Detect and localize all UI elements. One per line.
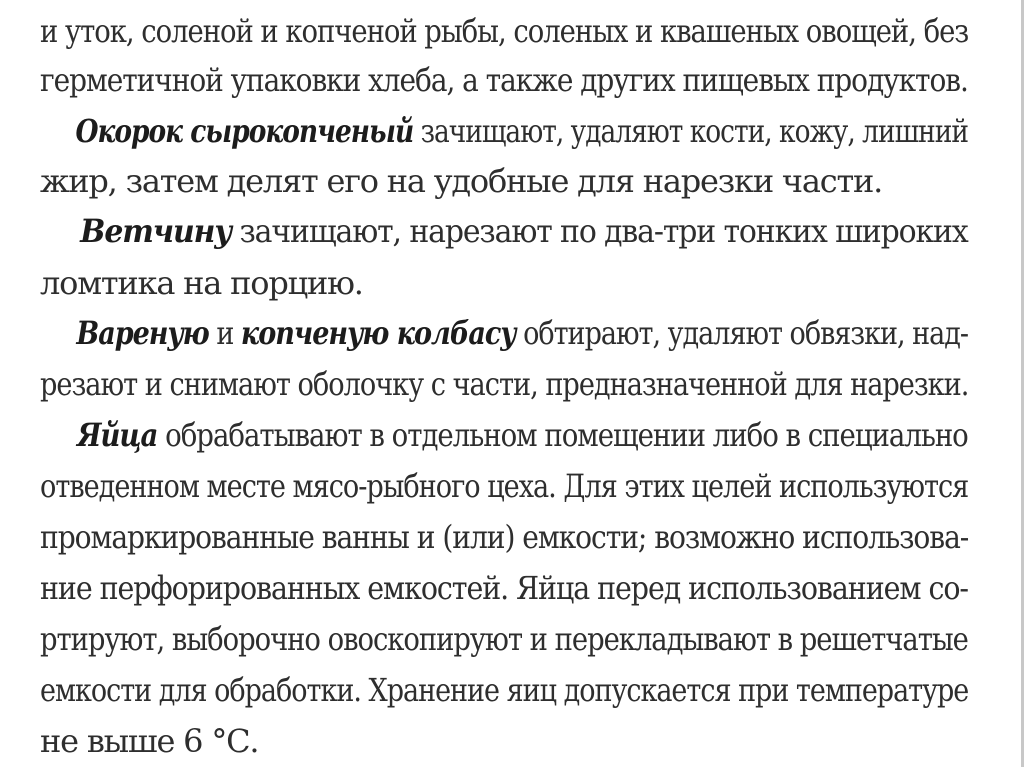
text-line [40, 459, 969, 513]
text-segment: обтирают, удаляют обвязки, над- [515, 314, 969, 352]
text-line [40, 4, 969, 58]
text-segment: ние перфорированных емкостей. Яйца перед использованием со- [40, 569, 968, 607]
text-segment: и [208, 314, 241, 352]
text-line [40, 714, 968, 768]
text-line [40, 408, 968, 462]
text-segment: не выше 6 °С. [40, 722, 259, 760]
emphasized-term: Вареную [76, 314, 209, 352]
text-line [40, 204, 968, 258]
text-segment: отведенном месте мясо-рыбного цеха. Для этих целей используются [40, 467, 969, 505]
text-line [40, 357, 969, 411]
text-line [40, 104, 969, 158]
text-line [40, 154, 968, 208]
text-segment: герметичной упаковки хлеба, а также других пищевых продуктов. [40, 61, 968, 99]
text-segment: зачищают, удаляют кости, кожу, лишний [413, 112, 969, 150]
text-segment: промаркированные ванны и (или) емкости; возможно использова- [40, 518, 969, 556]
text-segment: обрабатывают в отдельном помещении либо в специально [157, 416, 968, 454]
text-segment: зачищают, нарезают по два-три тонких широких [231, 212, 968, 250]
text-line [40, 306, 969, 360]
emphasized-term: Яйца [77, 416, 158, 454]
text-line [40, 53, 968, 107]
text-segment: жир, затем делят его на удобные для нарезки части. [40, 162, 883, 200]
emphasized-term: Ветчину [80, 212, 232, 250]
text-line [40, 612, 968, 666]
text-line [40, 663, 969, 717]
text-line [40, 510, 969, 564]
text-line [40, 256, 968, 310]
emphasized-term: Окорок сырокопченый [75, 112, 414, 150]
text-segment: и уток, соленой и копченой рыбы, соленых и квашеных овощей, без [40, 12, 969, 50]
document-page [40, 0, 968, 767]
text-segment: ломтика на порцию. [40, 264, 363, 302]
text-line [40, 561, 968, 615]
text-segment: ртируют, выборочно овоскопируют и перекладывают в решетчатые [40, 620, 968, 658]
text-segment: резают и снимают оболочку с части, предназначенной для нарезки. [40, 365, 969, 403]
text-segment: емкости для обработки. Хранение яиц допускается при температуре [40, 671, 969, 709]
emphasized-term: копченую колбасу [240, 314, 516, 352]
